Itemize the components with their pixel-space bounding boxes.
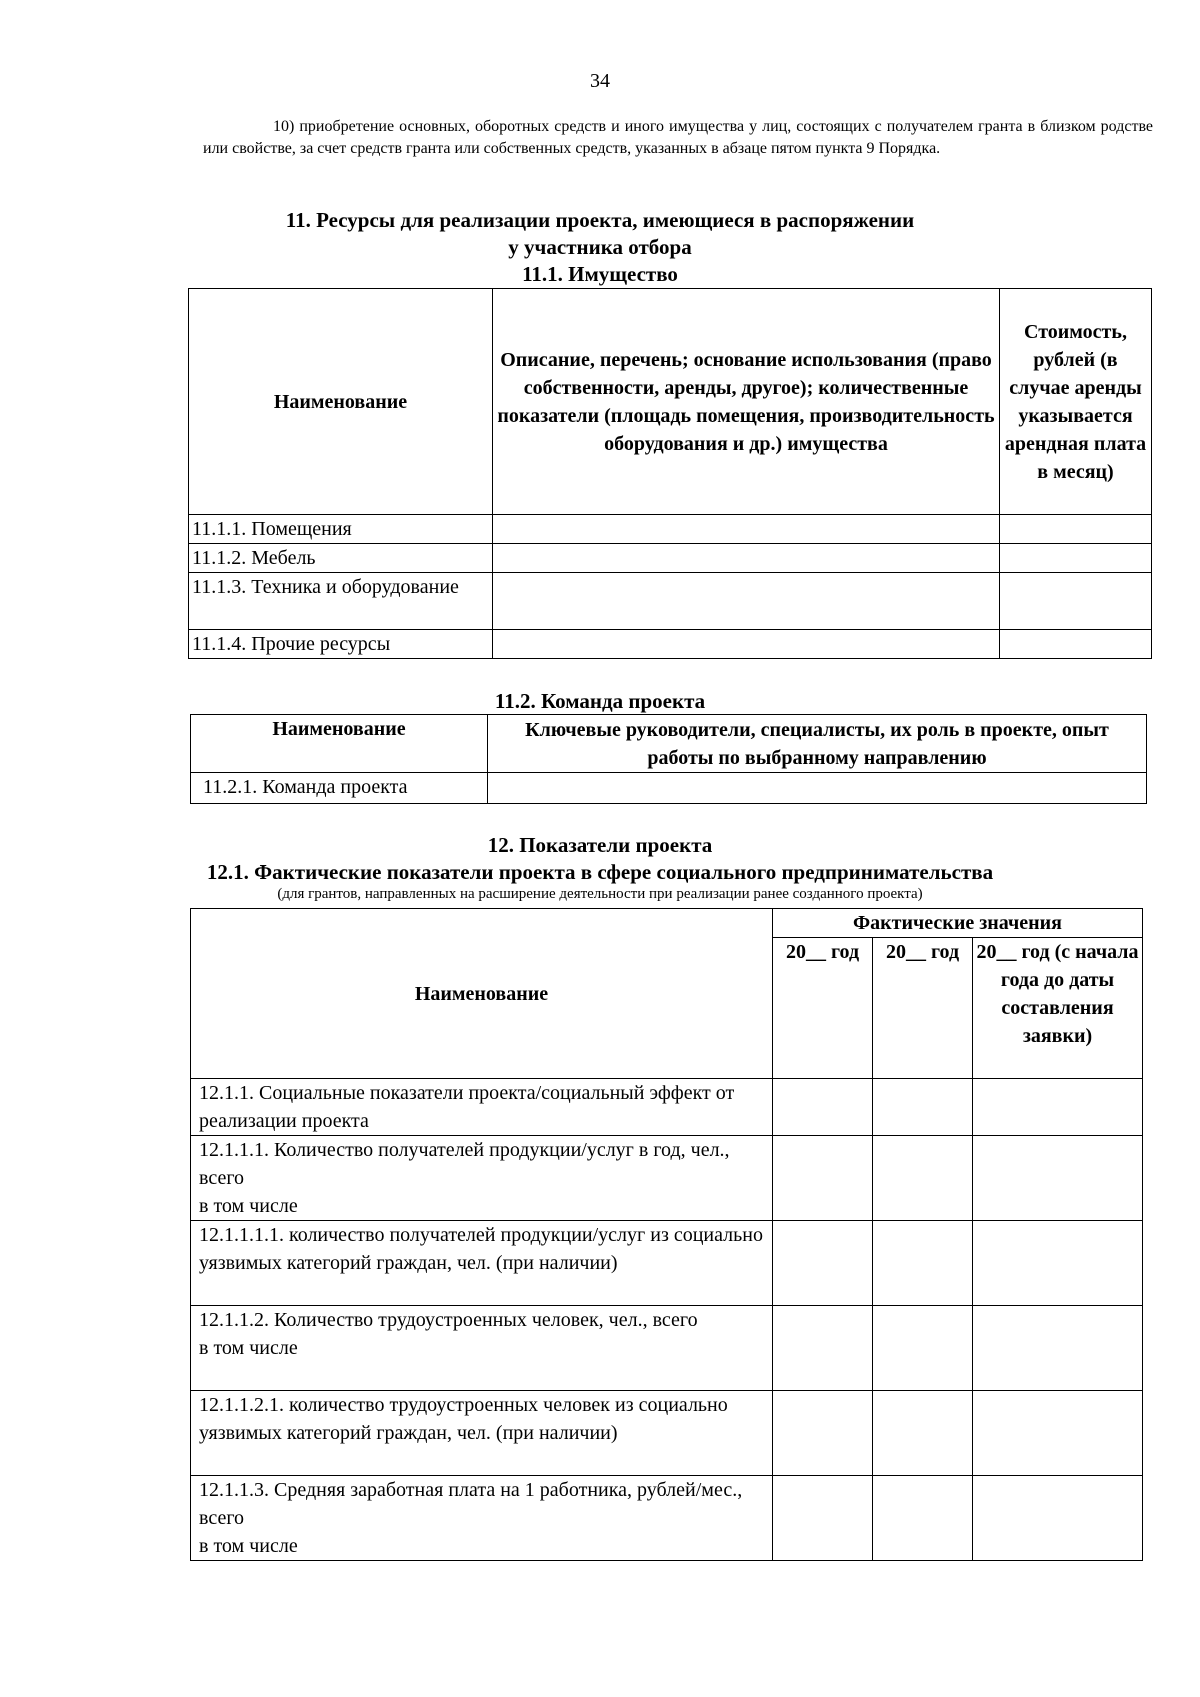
team-header-key-staff: Ключевые руководители, специалисты, их роль в проекте, опыт работы по выбранному направлению <box>488 715 1147 773</box>
header-cost: Стоимость, рублей (в случае аренды указывается арендная плата в месяц) <box>1000 289 1152 515</box>
section-11-title-line1: 11. Ресурсы для реализации проекта, имеющиеся в распоряжении <box>285 208 915 232</box>
row-label: 11.1.2. Мебель <box>189 544 493 573</box>
indicators-header-row1 <box>191 909 1143 938</box>
row-label: 12.1.1.1. Количество получателей продукции/услуг в год, чел., всего в том числе <box>191 1136 773 1221</box>
team-table-header <box>191 715 1147 773</box>
table-row <box>191 1079 1143 1136</box>
value-cell[interactable] <box>773 1306 873 1391</box>
cost-cell[interactable] <box>1000 630 1152 659</box>
description-cell[interactable] <box>493 573 1000 630</box>
property-table <box>188 288 1152 659</box>
table-row <box>191 1306 1143 1391</box>
indicators-header-group: Фактические значения <box>773 909 1143 938</box>
value-cell[interactable] <box>873 1476 973 1561</box>
page-number: 34 <box>590 70 610 92</box>
indicators-table <box>190 908 1143 1561</box>
value-cell[interactable] <box>973 1136 1143 1221</box>
cost-cell[interactable] <box>1000 573 1152 630</box>
value-cell[interactable] <box>873 1306 973 1391</box>
indicators-header-name: Наименование <box>191 909 773 1079</box>
cost-cell[interactable] <box>1000 544 1152 573</box>
value-cell[interactable] <box>873 1079 973 1136</box>
team-header-name: Наименование <box>191 715 488 773</box>
team-cell[interactable] <box>488 773 1147 804</box>
row-label: 12.1.1.1.1. количество получателей продукции/услуг из социально уязвимых категорий граждан, чел. (при наличии) <box>191 1221 773 1306</box>
value-cell[interactable] <box>773 1476 873 1561</box>
table-row <box>191 1221 1143 1306</box>
section-11-1-title: 11.1. Имущество <box>522 262 678 286</box>
value-cell[interactable] <box>973 1221 1143 1306</box>
value-cell[interactable] <box>773 1079 873 1136</box>
section-11-title-line2: у участника отбора <box>508 235 692 259</box>
row-label: 11.1.4. Прочие ресурсы <box>189 630 493 659</box>
description-cell[interactable] <box>493 544 1000 573</box>
value-cell[interactable] <box>773 1221 873 1306</box>
value-cell[interactable] <box>873 1136 973 1221</box>
row-label: 11.2.1. Команда проекта <box>191 773 488 804</box>
header-year-current: 20__ год (с начала года до даты составления заявки) <box>973 938 1143 1079</box>
table-row <box>189 544 1152 573</box>
table-row <box>191 773 1147 804</box>
section-12-title: 12. Показатели проекта <box>487 833 713 857</box>
table-row <box>189 573 1152 630</box>
table-row <box>189 515 1152 544</box>
header-description: Описание, перечень; основание использования (право собственности, аренды, другое); количественные показатели (площадь помещения, производительность оборудования и др.) имущества <box>493 289 1000 515</box>
value-cell[interactable] <box>873 1221 973 1306</box>
value-cell[interactable] <box>973 1391 1143 1476</box>
section-12-1-note: (для грантов, направленных на расширение деятельности при реализации ранее созданного проекта) <box>277 886 923 902</box>
row-label: 12.1.1. Социальные показатели проекта/социальный эффект от реализации проекта <box>191 1079 773 1136</box>
row-label: 11.1.1. Помещения <box>189 515 493 544</box>
value-cell[interactable] <box>973 1306 1143 1391</box>
table-row <box>191 1136 1143 1221</box>
value-cell[interactable] <box>973 1476 1143 1561</box>
cost-cell[interactable] <box>1000 515 1152 544</box>
intro-text: 10) приобретение основных, оборотных средств и иного имущества у лиц, состоящих с получателем гранта в близком родстве или свойстве, за счет средств гранта или собственных средств, указанных в абзаце пятом пункта 9 Порядка. <box>203 118 1153 157</box>
description-cell[interactable] <box>493 515 1000 544</box>
table-row <box>191 1391 1143 1476</box>
row-label: 12.1.1.2.1. количество трудоустроенных человек из социально уязвимых категорий граждан, чел. (при наличии) <box>191 1391 773 1476</box>
table-row <box>191 1476 1143 1561</box>
description-cell[interactable] <box>493 630 1000 659</box>
row-label: 12.1.1.2. Количество трудоустроенных человек, чел., всего в том числе <box>191 1306 773 1391</box>
value-cell[interactable] <box>773 1391 873 1476</box>
row-label: 12.1.1.3. Средняя заработная плата на 1 работника, рублей/мес., всего в том числе <box>191 1476 773 1561</box>
section-11-2-title: 11.2. Команда проекта <box>494 689 706 713</box>
team-table <box>190 714 1147 804</box>
table-row <box>189 630 1152 659</box>
section-12-1-title: 12.1. Фактические показатели проекта в сфере социального предпринимательства <box>206 860 994 884</box>
value-cell[interactable] <box>873 1391 973 1476</box>
value-cell[interactable] <box>973 1079 1143 1136</box>
row-label: 11.1.3. Техника и оборудование <box>189 573 493 630</box>
value-cell[interactable] <box>773 1136 873 1221</box>
property-table-header <box>189 289 1152 515</box>
header-year-2: 20__ год <box>873 938 973 1079</box>
intro-paragraph <box>203 116 1153 160</box>
header-name: Наименование <box>189 289 493 515</box>
header-year-1: 20__ год <box>773 938 873 1079</box>
